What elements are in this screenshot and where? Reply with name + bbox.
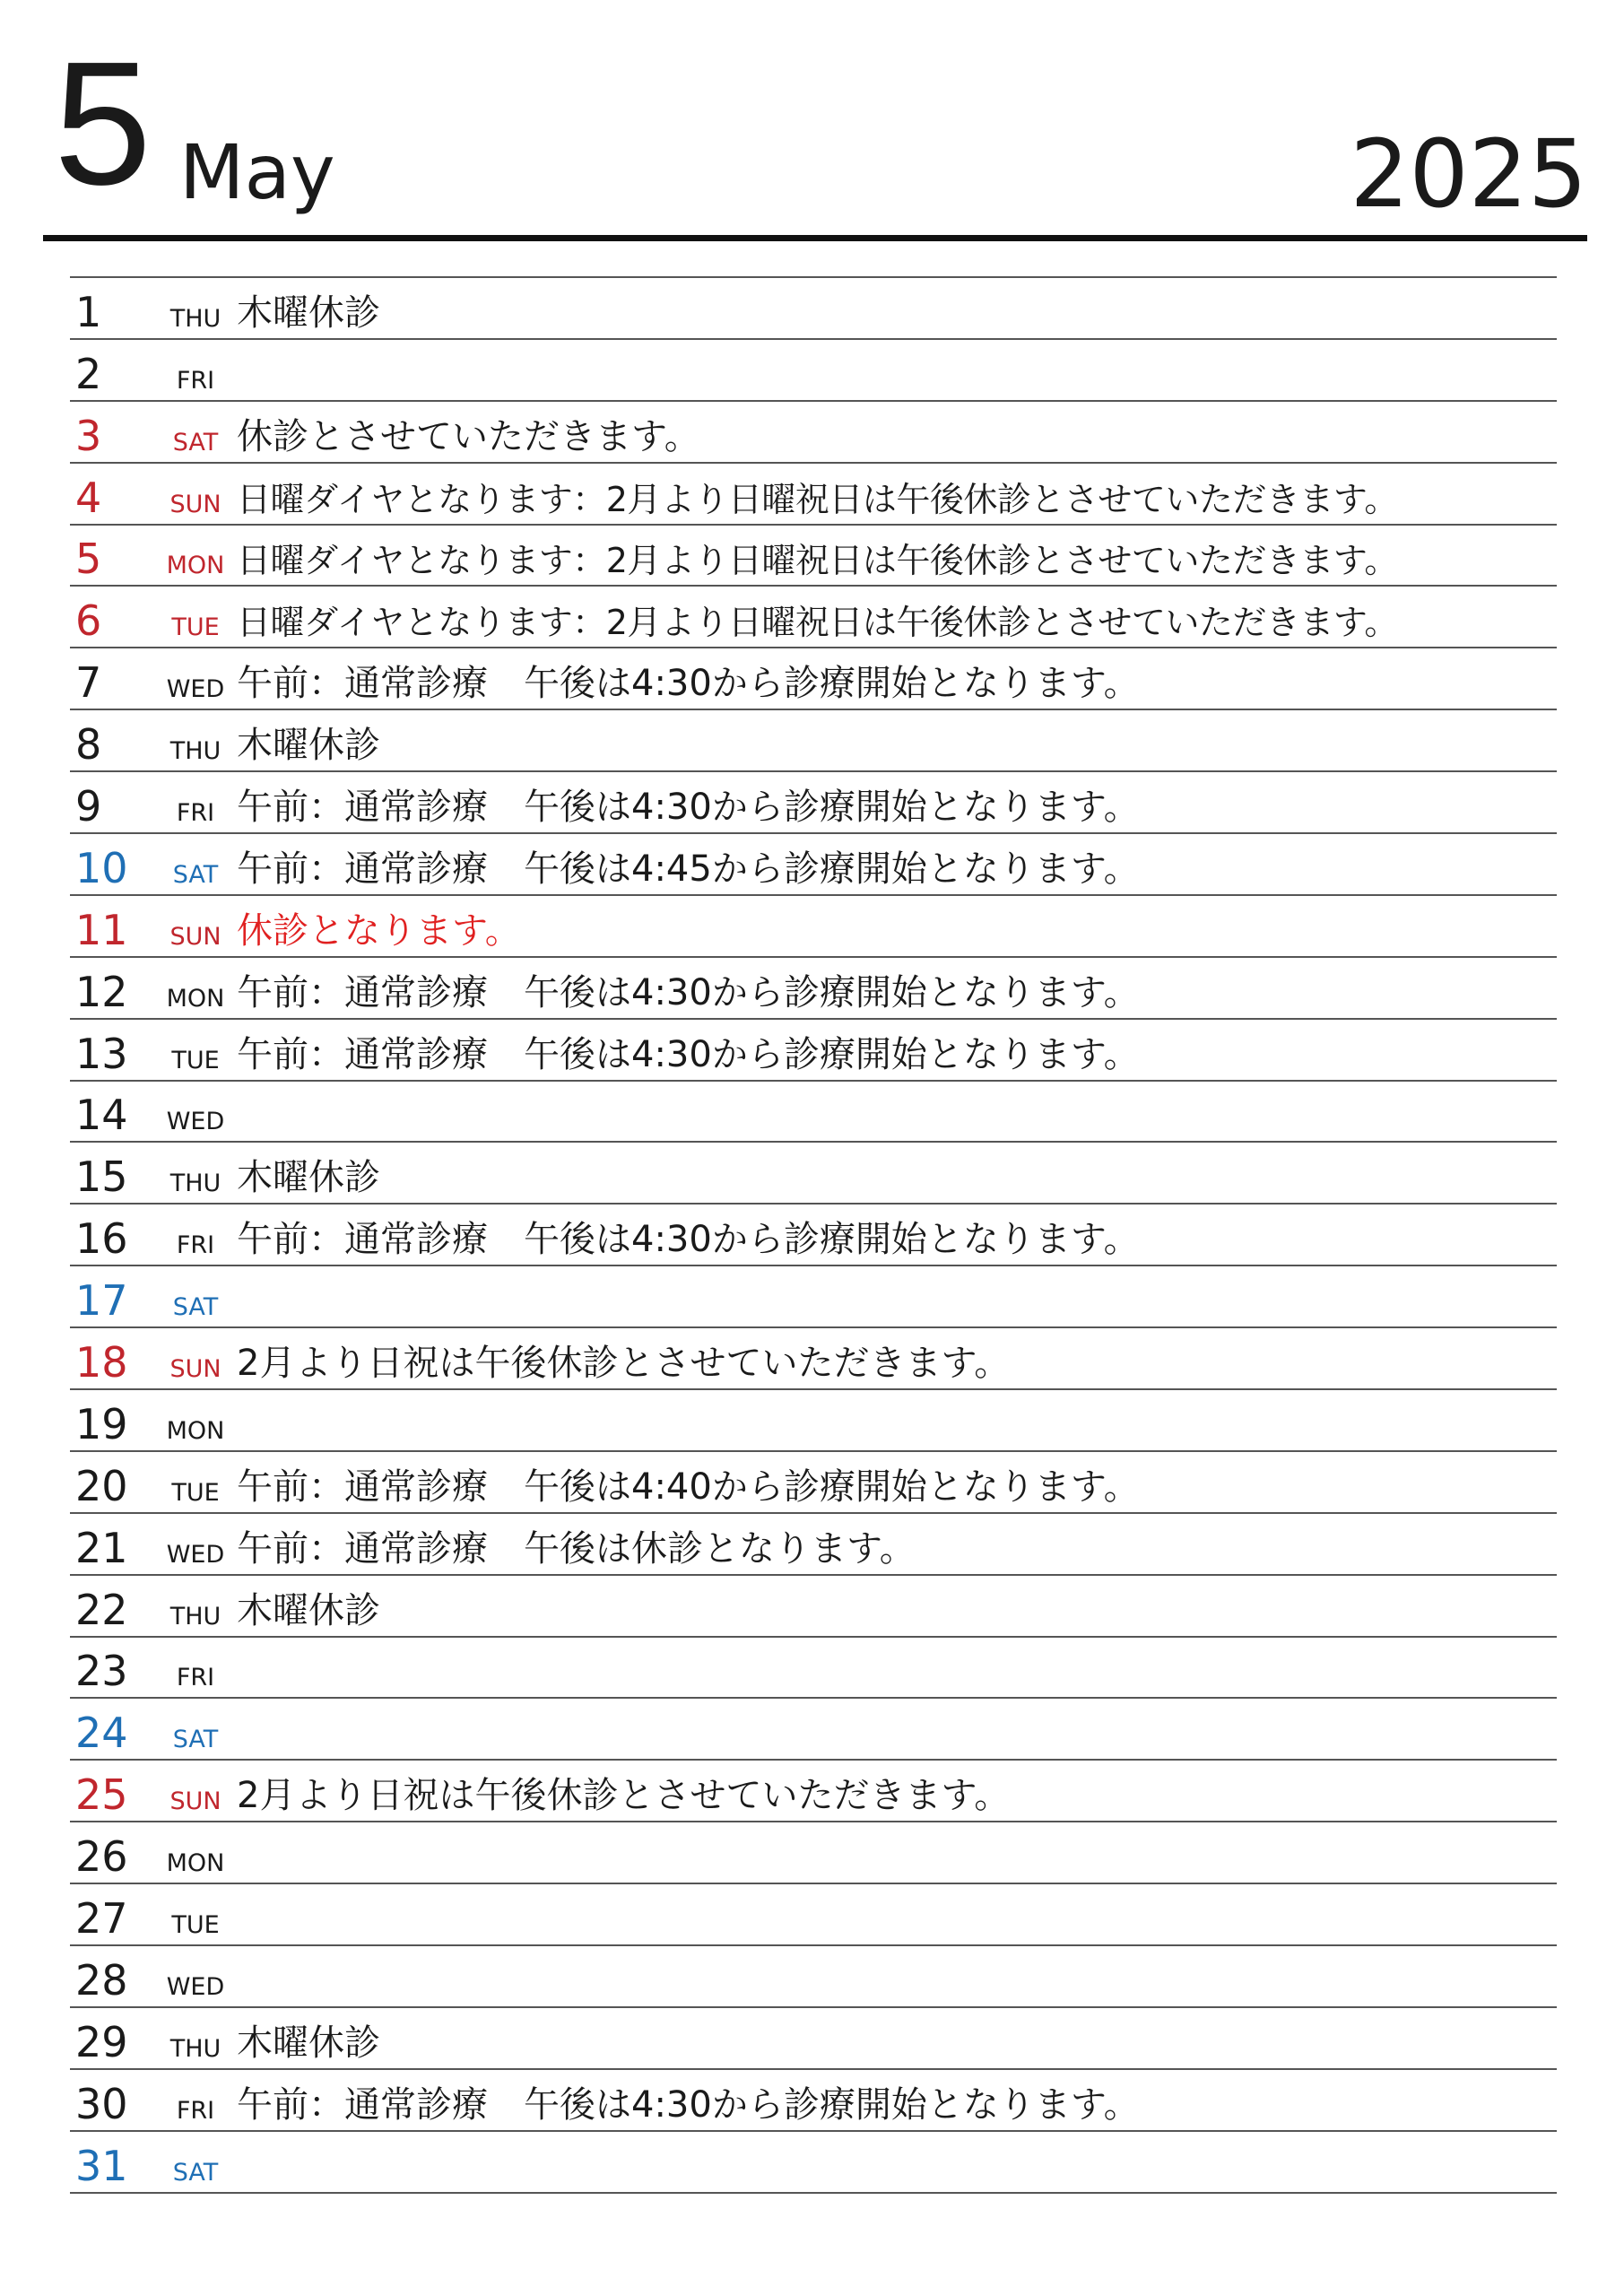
- day-row-30: [70, 2070, 1557, 2132]
- day-list: [70, 276, 1557, 2194]
- day-number: 16: [75, 1214, 128, 1264]
- day-number: 19: [75, 1399, 128, 1448]
- day-row-20: [70, 1452, 1557, 1514]
- day-of-week: WED: [166, 1540, 225, 1569]
- day-row-11: [70, 896, 1557, 958]
- day-number: 23: [75, 1647, 128, 1696]
- day-note: 午前：通常診療 午後は4:30から診療開始となります。: [237, 2083, 1140, 2126]
- day-row-13: [70, 1020, 1557, 1082]
- day-of-week: FRI: [176, 1231, 215, 1260]
- day-of-week: WED: [166, 675, 225, 704]
- day-of-week: TUE: [171, 1478, 220, 1507]
- month-number: 5: [54, 25, 152, 222]
- day-note: 午前：通常診療 午後は4:30から診療開始となります。: [237, 663, 1140, 705]
- day-number: 8: [75, 720, 102, 770]
- day-note: 2月より日祝は午後休診とさせていただきます。: [237, 1343, 1011, 1385]
- day-note: 日曜ダイヤとなります：2月より日曜祝日は午後休診とさせていただきます。: [237, 479, 1398, 519]
- year-label: 2025: [1350, 119, 1587, 229]
- day-of-week: MON: [166, 1849, 225, 1878]
- day-number: 9: [75, 782, 102, 831]
- day-row-7: [70, 648, 1557, 710]
- day-note: 木曜休診: [237, 2022, 380, 2064]
- day-row-28: [70, 1946, 1557, 2008]
- calendar-header: [43, 0, 1587, 235]
- month-name: May: [179, 128, 335, 216]
- day-number: 1: [75, 287, 102, 336]
- day-row-14: [70, 1082, 1557, 1144]
- day-of-week: SAT: [172, 2158, 219, 2187]
- day-row-4: [70, 464, 1557, 526]
- day-of-week: TUE: [171, 613, 220, 642]
- day-number: 13: [75, 1029, 128, 1078]
- day-of-week: MON: [166, 1416, 225, 1445]
- day-of-week: TUE: [171, 1046, 220, 1074]
- day-row-5: [70, 526, 1557, 587]
- day-of-week: SAT: [172, 1726, 219, 1754]
- day-of-week: SAT: [172, 1293, 219, 1322]
- day-note: 木曜休診: [237, 1157, 380, 1199]
- day-row-18: [70, 1328, 1557, 1390]
- day-note: 午前：通常診療 午後は4:30から診療開始となります。: [237, 1033, 1140, 1075]
- day-row-21: [70, 1514, 1557, 1576]
- day-of-week: FRI: [176, 799, 215, 828]
- day-of-week: SUN: [169, 1355, 221, 1384]
- day-row-3: [70, 402, 1557, 464]
- day-note: 午前：通常診療 午後は4:30から診療開始となります。: [237, 787, 1140, 829]
- day-of-week: THU: [169, 2034, 221, 2063]
- day-number: 12: [75, 967, 128, 1016]
- day-number: 10: [75, 843, 128, 892]
- day-number: 26: [75, 1832, 128, 1882]
- day-number: 3: [75, 411, 102, 460]
- day-row-29: [70, 2008, 1557, 2070]
- day-number: 29: [75, 2017, 128, 2066]
- day-note: 午前：通常診療 午後は4:40から診療開始となります。: [237, 1465, 1140, 1508]
- day-of-week: SUN: [169, 490, 221, 518]
- day-row-2: [70, 340, 1557, 402]
- day-note: 日曜ダイヤとなります：2月より日曜祝日は午後休診とさせていただきます。: [237, 603, 1398, 643]
- day-note: 休診となります。: [237, 909, 521, 952]
- day-of-week: SUN: [169, 922, 221, 951]
- day-row-9: [70, 772, 1557, 834]
- day-number: 21: [75, 1523, 128, 1572]
- day-number: 31: [75, 2141, 128, 2190]
- day-of-week: THU: [169, 737, 221, 766]
- day-row-23: [70, 1638, 1557, 1700]
- day-row-10: [70, 834, 1557, 896]
- day-of-week: TUE: [171, 1911, 220, 1940]
- day-of-week: THU: [169, 1170, 221, 1198]
- day-row-31: [70, 2132, 1557, 2194]
- day-number: 20: [75, 1461, 128, 1510]
- day-of-week: THU: [169, 1602, 221, 1631]
- day-row-24: [70, 1699, 1557, 1761]
- day-number: 22: [75, 1585, 128, 1634]
- day-note: 日曜ダイヤとなります：2月より日曜祝日は午後休診とさせていただきます。: [237, 541, 1398, 581]
- day-of-week: MON: [166, 984, 225, 1013]
- day-number: 7: [75, 658, 102, 708]
- day-number: 2: [75, 349, 102, 398]
- day-note: 午前：通常診療 午後は4:30から診療開始となります。: [237, 1219, 1140, 1261]
- day-note: 木曜休診: [237, 1589, 380, 1631]
- day-row-12: [70, 958, 1557, 1020]
- day-row-22: [70, 1576, 1557, 1638]
- day-of-week: FRI: [176, 1664, 215, 1692]
- day-number: 24: [75, 1709, 128, 1758]
- day-row-6: [70, 587, 1557, 648]
- day-of-week: WED: [166, 1972, 225, 2001]
- day-number: 5: [75, 535, 102, 584]
- day-number: 18: [75, 1338, 128, 1387]
- day-note: 木曜休診: [237, 291, 380, 334]
- day-number: 4: [75, 473, 102, 522]
- day-note: 午前：通常診療 午後は休診となります。: [237, 1527, 916, 1570]
- day-number: 28: [75, 1955, 128, 2005]
- day-number: 11: [75, 905, 128, 954]
- day-row-15: [70, 1143, 1557, 1205]
- day-of-week: SAT: [172, 428, 219, 457]
- day-row-25: [70, 1761, 1557, 1822]
- day-number: 6: [75, 596, 102, 646]
- day-note: 午前：通常診療 午後は4:30から診療開始となります。: [237, 971, 1140, 1013]
- day-number: 27: [75, 1894, 128, 1944]
- day-of-week: SUN: [169, 1787, 221, 1816]
- day-note: 休診とさせていただきます。: [237, 415, 700, 457]
- day-row-27: [70, 1884, 1557, 1946]
- day-row-26: [70, 1822, 1557, 1884]
- day-of-week: SAT: [172, 860, 219, 889]
- day-number: 25: [75, 1770, 128, 1820]
- day-number: 30: [75, 2079, 128, 2128]
- day-of-week: MON: [166, 552, 225, 580]
- day-of-week: WED: [166, 1108, 225, 1136]
- day-row-19: [70, 1390, 1557, 1452]
- day-note: 午前：通常診療 午後は4:45から診療開始となります。: [237, 848, 1140, 890]
- day-number: 14: [75, 1091, 128, 1140]
- day-row-1: [70, 278, 1557, 340]
- day-of-week: THU: [169, 304, 221, 333]
- day-number: 17: [75, 1276, 128, 1326]
- day-row-17: [70, 1266, 1557, 1328]
- day-number: 15: [75, 1152, 128, 1202]
- day-of-week: FRI: [176, 366, 215, 395]
- header-divider: [43, 235, 1587, 241]
- day-note: 木曜休診: [237, 725, 380, 767]
- day-row-16: [70, 1205, 1557, 1266]
- day-of-week: FRI: [176, 2096, 215, 2125]
- day-row-8: [70, 710, 1557, 772]
- day-note: 2月より日祝は午後休診とさせていただきます。: [237, 1775, 1011, 1817]
